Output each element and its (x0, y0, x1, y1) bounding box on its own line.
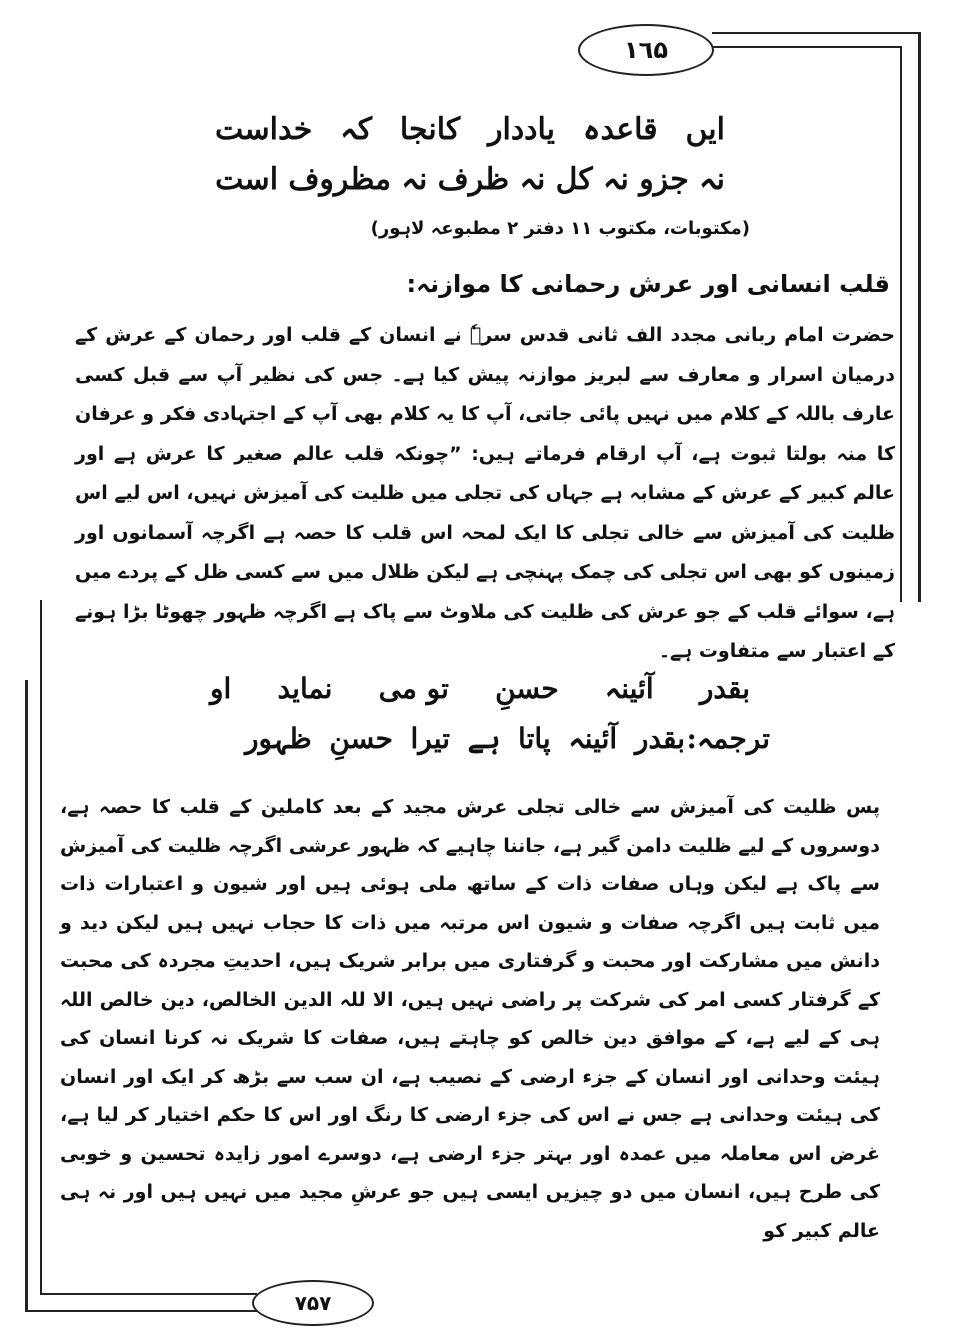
frame-left-line-inner (40, 600, 42, 1293)
frame-bottom-line-inner (40, 1293, 257, 1295)
verse-word: پاتا (518, 722, 551, 755)
frame-right-line-outer (918, 32, 921, 602)
verse-word: تیرا (410, 722, 451, 755)
verse-word: نہ (602, 162, 629, 197)
verse2-line2 (245, 722, 685, 755)
verse-word: جزو (639, 162, 689, 197)
verse-word: نہ (519, 162, 546, 197)
section-heading: قلب انسانی اور عرش رحمانی کا موازنہ: (406, 270, 890, 298)
frame-top-line-inner (712, 46, 902, 48)
verse-word: ہے (467, 722, 501, 755)
verse-word: او (210, 672, 232, 705)
verse-word: ظہور (245, 722, 312, 755)
verse-word: تو می (378, 672, 449, 705)
verse-word: بقدر (699, 672, 750, 705)
verse-word: کل (555, 162, 593, 197)
verse-word: قاعدہ (582, 112, 658, 147)
verse1-line2 (215, 162, 725, 197)
citation: (مکتوبات، مکتوب ۱۱ دفتر ۲ مطبوعہ لاہور) (370, 218, 750, 239)
verse-word: نہ (699, 162, 725, 197)
verse-word: حسنِ (495, 672, 559, 705)
verse-word: خداست (215, 112, 313, 147)
page-number-bottom: ۷۵۷ (252, 1280, 374, 1326)
verse-word: مظروف (288, 162, 392, 197)
verse-word: حسنِ (329, 722, 393, 755)
paragraph-2: پس ظلیت کی آمیزش سے خالی تجلی عرش مجید کے بعد کاملین کے قلب کا حصہ ہے، دوسروں کے لیے ظلیت دامن گیر ہے، جاننا چاہیے کہ ظہور عرشی اگرچہ ظلیت کی آمیزش سے پاک ہے لیکن وہاں صفات ذات کے ساتھ ملی ہوئی ہیں اور شیون و اعتبارات ذات میں ثابت ہیں اگرچہ صفات و شیون اس مرتبہ میں ذات کا حجاب نہیں ہیں لیکن دید و دانش میں مشارکت اور محبت و گرفتاری میں برابر شریک ہیں، احدیتِ مجردہ کی محبت کے گرفتار کسی امر کی شرکت پر راضی نہیں ہیں، الا للہ الدین الخالص، دین خالص اللہ ہی کے لیے ہے، کے موافق دین خالص کو چاہتے ہیں، صفات کا شریک نہ کرنا انسان کی ہیئت وحدانی اور انسان کے جزء ارضی کے نصیب ہے، ان سب سے بڑھ کر ایک اور انسان کی ہیئت وحدانی ہے جس نے اس کی جزء ارضی کا رنگ اور اس کا حکم اختیار کر لیا ہے، غرض اس معاملہ میں عمدہ اور بہتر جزء ارضی ہے، دوسرے امور زایدہ تحسین و خوبی کی طرح ہیں، انسان میں دو چیزیں ایسی ہیں جو عرشِ مجید میں نہیں ہیں اور نہ ہی عالم کبیر کو (60, 796, 881, 1242)
verse1-line1 (215, 112, 725, 147)
frame-top-line-outer (712, 32, 920, 34)
verse-word: است (215, 162, 279, 197)
verse-word: آئینہ (604, 672, 654, 705)
translation-label: ترجمہ: (686, 722, 770, 755)
page-number-top: ١٦۵ (578, 24, 714, 76)
verse-word: ظرف (437, 162, 510, 197)
verse-word: نہ (401, 162, 428, 197)
paragraph-1: حضرت امام ربانی مجدد الف ثانی قدس سرہٗ نے انسان کے قلب اور رحمان کے عرش کے درمیان اسرار و معارف سے لبریز موازنہ پیش کیا ہے۔ جس کی نظیر آپ سے قبل کسی عارف باللہ کے کلام میں نہیں پائی جاتی، آپ کا یہ کلام بھی آپ کے اجتہادی فکر و عرفان کا منہ بولتا ثبوت ہے، آپ ارقام فرماتے ہیں: ”چونکہ قلب عالم صغیر کا عرش ہے اور عالم کبیر کے عرش کے مشابہ ہے جہاں کی تجلی میں ظلیت کی آمیزش نہیں، اس لیے اس ظلیت کی آمیزش سے خالی تجلی کا ایک لمحہ اس قلب کا حصہ ہے اگرچہ آسمانوں اور زمینوں کو بھی اس تجلی کی چمک پہنچی ہے لیکن ظلال میں سے کسی ظل کے پردے میں ہے، سوائے قلب کے جو عرش کی ظلیت کی ملاوٹ سے پاک ہے اگرچہ ظہور چھوٹا بڑا ہونے کے اعتبار سے متفاوت ہے۔ (75, 324, 895, 662)
verse-word: بقدر (634, 722, 685, 755)
frame-left-line-outer (25, 680, 28, 1310)
frame-right-line-inner (900, 46, 902, 602)
verse-word: نماید (277, 672, 333, 705)
verse-word: کہ (340, 112, 372, 147)
verse-word: یاددار (488, 112, 556, 147)
verse-word: آئینہ (568, 722, 618, 755)
frame-bottom-line-outer (25, 1310, 257, 1312)
verse-word: ایں (685, 112, 725, 147)
verse2-line1 (210, 672, 750, 705)
verse-word: کانجا (399, 112, 461, 147)
